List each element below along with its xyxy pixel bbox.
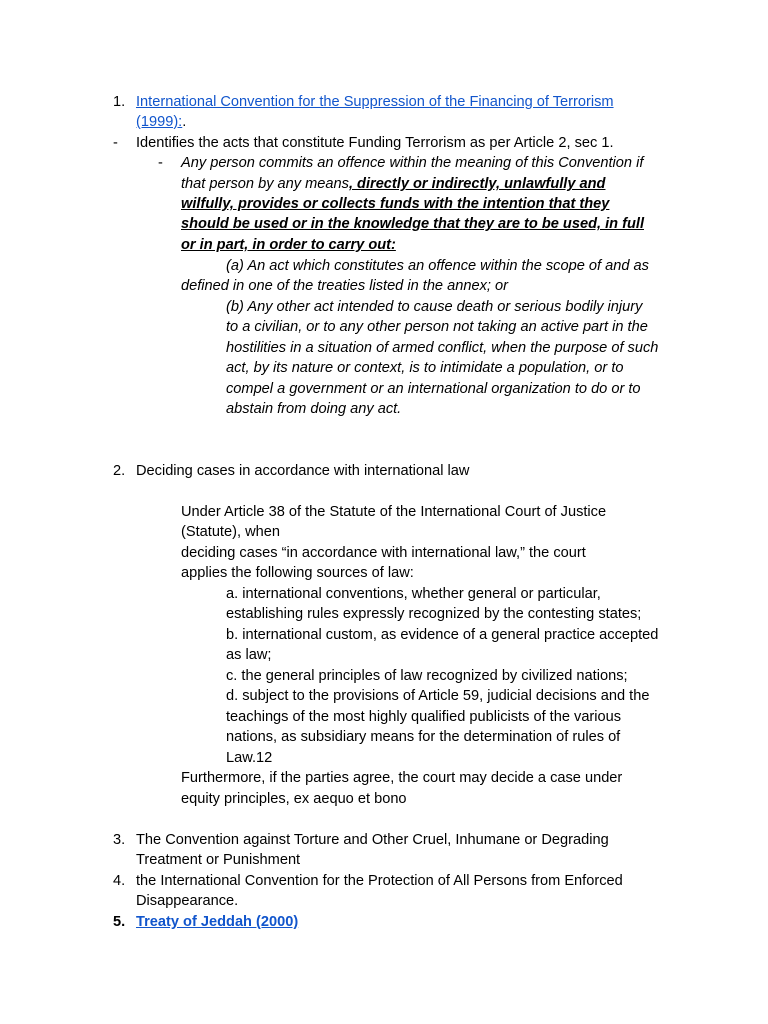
source-b-line-1: b. international custom, as evidence of a general practice accepted [226,627,659,643]
list-number-2: 2. [113,463,126,479]
clause-b-line-4: act, by its nature or context, is to intimidate a population, or to [226,360,624,376]
list-number-1: 1. [113,94,126,110]
source-d-line-1: d. subject to the provisions of Article 59, judicial decisions and the [226,688,650,704]
quote-line-3: wilfully, provides or collects funds with the intention that they [181,196,610,212]
financing-terrorism-convention-link[interactable]: International Convention for the Suppression of the Financing of Terrorism [136,94,614,110]
item2-para-line-4: applies the following sources of law: [181,565,414,581]
clause-b-line-6: abstain from doing any act. [226,401,402,417]
item2-para-line-1: Under Article 38 of the Statute of the International Court of Justice [181,504,607,520]
quote-line-2-plain: that person by any means [181,176,349,192]
quote-line-4: should be used or in the knowledge that they are to be used, in full [181,216,644,232]
source-a-line-2: establishing rules expressly recognized by the contesting states; [226,606,642,622]
source-d-line-2: teachings of the most highly qualified publicists of the various [226,709,622,725]
item4-line-2: Disappearance. [136,893,239,909]
clause-b-line-1: (b) Any other act intended to cause death or serious bodily injury [226,299,643,315]
financing-terrorism-convention-link-cont[interactable]: (1999): [136,114,183,130]
item1-link-line1[interactable] [136,92,614,112]
item3-line-2: Treatment or Punishment [136,852,301,868]
item2-para-line-2: (Statute), when [181,524,280,540]
treaty-of-jeddah-link[interactable]: Treaty of Jeddah (2000) [136,914,299,930]
quote-line-2-emphasis: , directly or indirectly, unlawfully and [348,176,606,192]
item2-furthermore-line-1: Furthermore, if the parties agree, the court may decide a case under [181,770,623,786]
clause-b-line-2: to a civilian, or to any other person not taking an active part in the [226,319,648,335]
clause-b-line-3: hostilities in a situation of armed conflict, when the purpose of such [226,340,659,356]
sub-dash-bullet: - [158,155,163,171]
quote-line-5: or in part, in order to carry out: [181,237,396,253]
source-c-line-1: c. the general principles of law recognized by civilized nations; [226,668,628,684]
item2-furthermore-line-2: equity principles, ex aequo et bono [181,791,407,807]
quote-line-2 [181,174,605,194]
clause-a-line-1: (a) An act which constitutes an offence within the scope of and as [226,258,649,274]
source-a-line-1: a. international conventions, whether general or particular, [226,586,601,602]
list-number-4: 4. [113,873,126,889]
item1-link-line2[interactable] [136,112,186,132]
source-d-line-4: Law.12 [226,750,273,766]
item3-line-1: The Convention against Torture and Other Cruel, Inhumane or Degrading [136,832,609,848]
source-d-line-3: nations, as subsidiary means for the determination of rules of [226,729,621,745]
clause-b-line-5: compel a government or an international organization to do or to [226,381,641,397]
quote-line-1: Any person commits an offence within the meaning of this Convention if [181,155,644,171]
item1-description: Identifies the acts that constitute Funding Terrorism as per Article 2, sec 1. [136,135,614,151]
item2-title: Deciding cases in accordance with international law [136,463,470,479]
list-number-5: 5. [113,914,126,930]
item4-line-1: the International Convention for the Protection of All Persons from Enforced [136,873,623,889]
source-b-line-2: as law; [226,647,272,663]
dash-bullet: - [113,135,118,151]
item2-para-line-3: deciding cases “in accordance with international law,” the court [181,545,586,561]
item1-trailing-period: . [182,114,187,130]
clause-a-line-2: defined in one of the treaties listed in the annex; or [181,278,508,294]
item5-line[interactable] [136,912,298,932]
list-number-3: 3. [113,832,126,848]
